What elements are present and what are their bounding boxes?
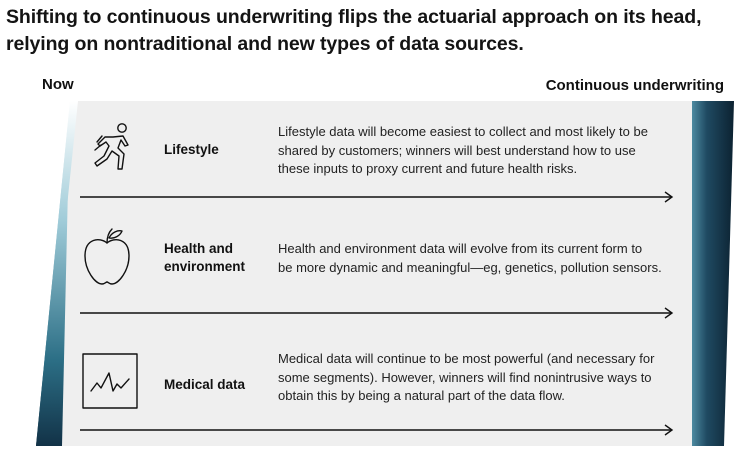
row-desc-medical: Medical data will continue to be most powerful (and necessary for some segments). However, winners will find nonintrusive ways to obtain this by being a natural part of the data flow. xyxy=(278,351,655,403)
start-label: Now xyxy=(42,76,74,93)
row-desc-health: Health and environment data will evolve from its current form to be more dynamic and meaningful—eg, genetics, pollution sensors. xyxy=(278,241,662,275)
end-label: Continuous underwriting xyxy=(545,77,724,94)
row-label-medical: Medical data xyxy=(164,377,246,392)
apple-icon xyxy=(82,226,132,293)
right-gradient-edge xyxy=(692,101,734,446)
title-line-1: Shifting to continuous underwriting flips the actuarial approach on its head, xyxy=(6,6,702,28)
row-label-health: Health and environment xyxy=(164,241,246,274)
heart-monitor-icon xyxy=(82,353,138,414)
running-person-icon xyxy=(92,121,136,180)
row-desc-lifestyle: Lifestyle data will become easiest to collect and most likely to be shared by customers; winners will best understand how to use these inputs to proxy current and future health risks. xyxy=(278,124,648,176)
title-line-2: relying on nontraditional and new types of data sources. xyxy=(6,33,524,55)
row-label-lifestyle: Lifestyle xyxy=(164,142,219,157)
